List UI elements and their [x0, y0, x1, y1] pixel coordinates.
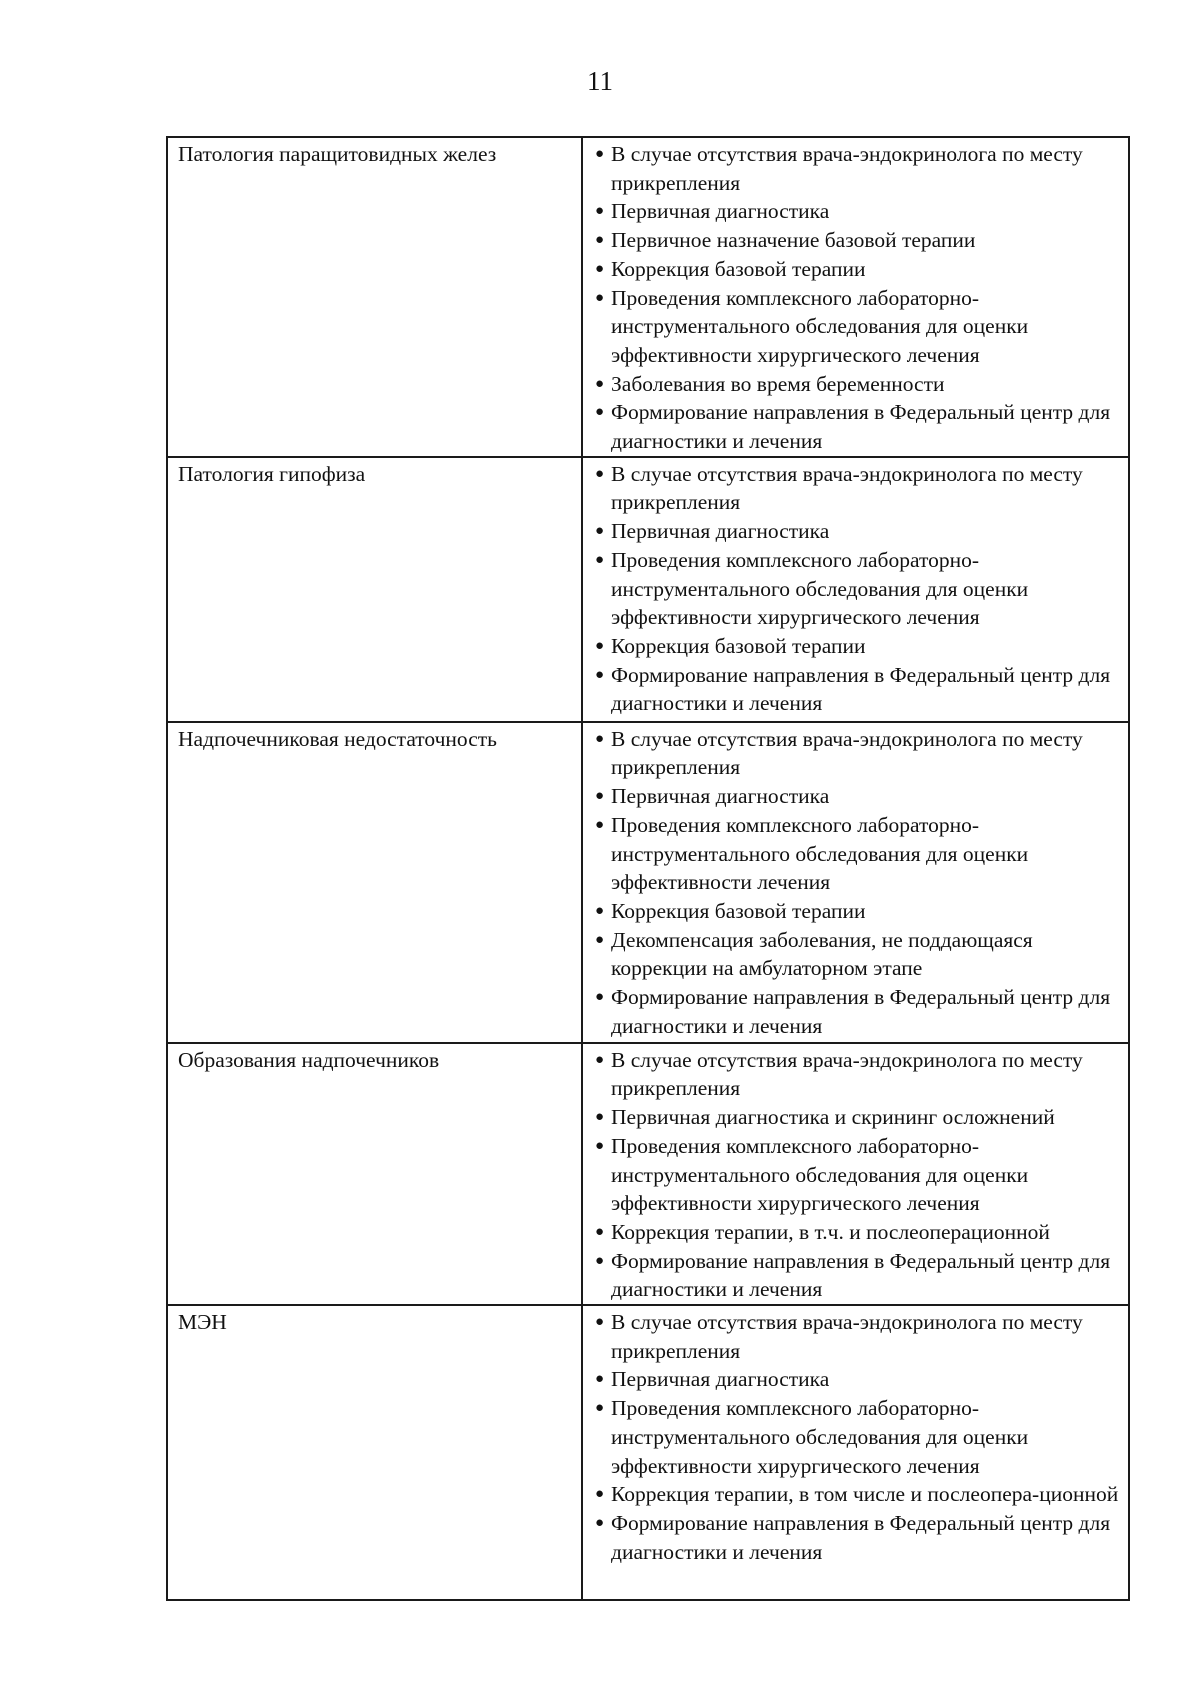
bullet-icon: ● — [595, 816, 605, 833]
list-item-text: Первичная диагностика — [611, 519, 830, 544]
list-item-text: Формирование направления в Федеральный центр для диагностики и лечения — [611, 662, 1111, 716]
list-item — [589, 782, 1124, 811]
indications-cell — [582, 1305, 1129, 1600]
list-item-text: В случае отсутствия врача-эндокринолога по месту прикрепления — [611, 142, 1083, 195]
list-item-text: Первичная диагностика и скрининг осложнений — [611, 1105, 1055, 1130]
list-item-text: Формирование направления в Федеральный центр для диагностики и лечения — [611, 400, 1111, 454]
list-item-text: Заболевания во время беременности — [611, 371, 945, 396]
list-item — [589, 1480, 1124, 1509]
bullet-icon: ● — [595, 289, 605, 306]
list-item-text: Коррекция терапии, в том числе и послеопера-ционной — [611, 1482, 1119, 1507]
indications-cell — [582, 137, 1129, 457]
list-item — [589, 1308, 1124, 1365]
page-number: 11 — [587, 66, 613, 96]
list-item-text: Коррекция базовой терапии — [611, 633, 866, 658]
list-item — [589, 725, 1124, 782]
bullet-icon: ● — [595, 989, 605, 1006]
list-item — [589, 1247, 1124, 1304]
indications-list — [589, 1308, 1124, 1566]
list-item — [589, 1509, 1124, 1566]
list-item — [589, 897, 1124, 926]
list-item-text: Коррекция терапии, в т.ч. и послеоперационной — [611, 1219, 1050, 1244]
bullet-icon: ● — [595, 232, 605, 249]
bullet-icon: ● — [595, 1514, 605, 1531]
condition-cell: МЭН — [167, 1305, 582, 1600]
list-item — [589, 197, 1124, 226]
list-item — [589, 661, 1124, 718]
bullet-icon: ● — [595, 1371, 605, 1388]
list-item — [589, 517, 1124, 546]
bullet-icon: ● — [595, 1109, 605, 1126]
list-item-text: Первичное назначение базовой терапии — [611, 228, 976, 253]
list-item — [589, 226, 1124, 255]
indications-cell — [582, 1043, 1129, 1305]
bullet-icon: ● — [595, 931, 605, 948]
list-item-text: Проведения комплексного лабораторно-инструментального обследования для оценки эффективности хирургического лечения — [611, 1133, 1029, 1216]
bullet-icon: ● — [595, 1314, 605, 1331]
table-row — [167, 722, 1129, 1043]
list-item-text: В случае отсутствия врача-эндокринолога по месту прикрепления — [611, 726, 1083, 780]
bullet-icon: ● — [595, 1137, 605, 1154]
indications-cell — [582, 457, 1129, 722]
list-item — [589, 1132, 1124, 1218]
bullet-icon: ● — [595, 902, 605, 919]
list-item-text: Формирование направления в Федеральный центр для диагностики и лечения — [611, 1248, 1111, 1302]
list-item-text: Проведения комплексного лабораторно-инструментального обследования для оценки эффективности хирургического лечения — [611, 285, 1029, 367]
list-item — [589, 1103, 1124, 1132]
bullet-icon: ● — [595, 1051, 605, 1068]
list-item — [589, 140, 1124, 197]
list-item — [589, 284, 1124, 370]
list-item — [589, 983, 1124, 1040]
list-item-text: Проведения комплексного лабораторно-инструментального обследования для оценки эффективности хирургического лечения — [611, 547, 1029, 630]
bullet-icon: ● — [595, 203, 605, 220]
list-item-text: В случае отсутствия врача-эндокринолога по месту прикрепления — [611, 1310, 1083, 1363]
list-item-text: В случае отсутствия врача-эндокринолога по месту прикрепления — [611, 1047, 1083, 1101]
list-item — [589, 1046, 1124, 1103]
bullet-icon: ● — [595, 146, 605, 162]
indications-list — [589, 460, 1124, 718]
condition-cell: Патология гипофиза — [167, 457, 582, 722]
table-row — [167, 137, 1129, 457]
list-item — [589, 1218, 1124, 1247]
list-item-text: Формирование направления в Федеральный центр для диагностики и лечения — [611, 985, 1111, 1038]
indications-cell — [582, 722, 1129, 1043]
condition-cell: Надпочечниковая недостаточность — [167, 722, 582, 1043]
list-item — [589, 1394, 1124, 1480]
bullet-icon: ● — [595, 404, 605, 421]
condition-cell: Патология паращитовидных желез — [167, 137, 582, 457]
bullet-icon: ● — [595, 260, 605, 277]
list-item-text: Первичная диагностика — [611, 199, 830, 224]
list-item — [589, 926, 1124, 983]
list-item — [589, 546, 1124, 632]
list-item — [589, 398, 1124, 455]
list-item-text: Первичная диагностика — [611, 1367, 830, 1392]
list-item — [589, 460, 1124, 517]
indications-list — [589, 1046, 1124, 1304]
list-item-text: Коррекция базовой терапии — [611, 898, 866, 923]
bullet-icon: ● — [595, 375, 605, 392]
list-item-text: Проведения комплексного лабораторно-инструментального обследования для оценки эффективности лечения — [611, 812, 1029, 895]
bullet-icon: ● — [595, 666, 605, 683]
bullet-icon: ● — [595, 1486, 605, 1503]
indications-list — [589, 725, 1124, 1041]
table-row — [167, 1043, 1129, 1305]
condition-cell: Образования надпочечников — [167, 1043, 582, 1305]
bullet-icon: ● — [595, 523, 605, 540]
bullet-icon: ● — [595, 730, 605, 747]
indications-table — [166, 136, 1130, 1601]
bullet-icon: ● — [595, 1252, 605, 1269]
list-item-text: Коррекция базовой терапии — [611, 256, 866, 281]
table-row — [167, 1305, 1129, 1600]
bullet-icon: ● — [595, 551, 605, 568]
bullet-icon: ● — [595, 637, 605, 654]
list-item — [589, 370, 1124, 399]
bullet-icon: ● — [595, 465, 605, 482]
list-item — [589, 255, 1124, 284]
bullet-icon: ● — [595, 1400, 605, 1417]
list-item-text: Первичная диагностика — [611, 784, 830, 809]
list-item-text: Проведения комплексного лабораторно-инструментального обследования для оценки эффективности хирургического лечения — [611, 1396, 1029, 1478]
list-item-text: В случае отсутствия врача-эндокринолога по месту прикрепления — [611, 461, 1083, 515]
indications-list — [589, 140, 1124, 456]
list-item — [589, 632, 1124, 661]
bullet-icon: ● — [595, 1223, 605, 1240]
list-item-text: Формирование направления в Федеральный центр для диагностики и лечения — [611, 1510, 1111, 1564]
list-item — [589, 1365, 1124, 1394]
list-item — [589, 811, 1124, 897]
list-item-text: Декомпенсация заболевания, не поддающаяся коррекции на амбулаторном этапе — [611, 927, 1033, 981]
table-row — [167, 457, 1129, 722]
bullet-icon: ● — [595, 788, 605, 805]
